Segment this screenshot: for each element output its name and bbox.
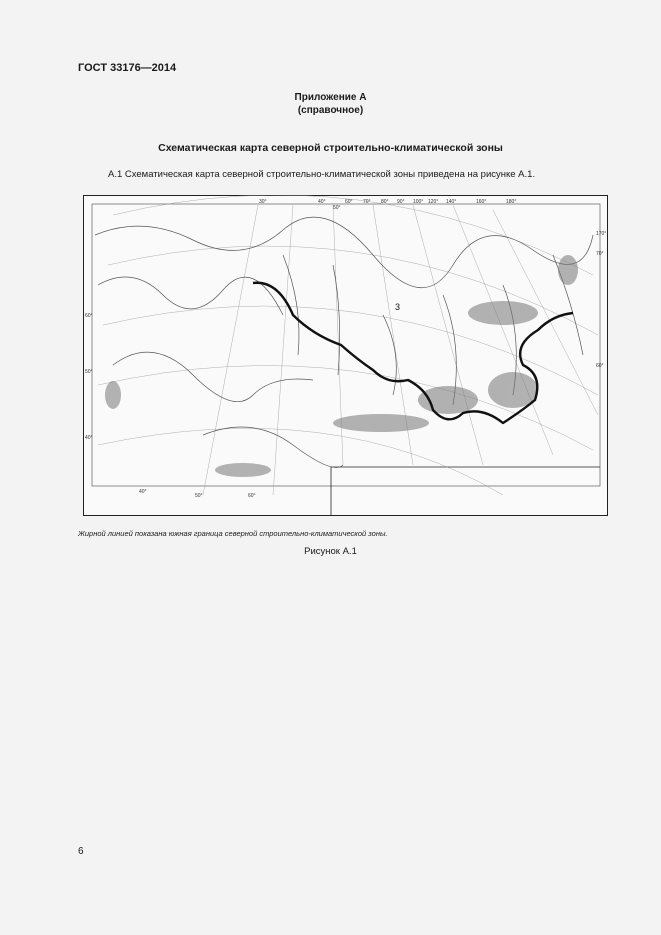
meridian-label: 120° xyxy=(428,199,439,205)
standard-number: ГОСТ 33176—2014 xyxy=(78,62,177,74)
zone-label: 3 xyxy=(395,302,401,312)
latitude-label: 50° xyxy=(85,369,93,375)
meridian-label: 30° xyxy=(259,199,267,205)
meridian-label: 140° xyxy=(446,199,457,205)
bottom-degree-label: 50° xyxy=(195,493,203,499)
meridian-label: 180° xyxy=(506,199,517,205)
meridian-label: 170° xyxy=(596,231,607,237)
meridian-label: 100° xyxy=(413,199,424,205)
latitude-label: 60° xyxy=(596,363,604,369)
meridian-label: 80° xyxy=(381,199,389,205)
meridian-label: 50° xyxy=(333,205,341,211)
figure-note: Жирной линией показана южная граница северной строительно-климатической зоны. xyxy=(78,529,388,538)
climate-zone-map xyxy=(83,195,608,516)
appendix-title: Приложение А xyxy=(294,92,367,103)
body-paragraph: А.1 Схематическая карта северной строительно-климатической зоны приведена на рисунке А.1. xyxy=(108,169,536,180)
meridian-label: 40° xyxy=(318,199,326,205)
latitude-label: 70° xyxy=(596,251,604,257)
appendix-title-block xyxy=(0,91,661,117)
bottom-degree-label: 60° xyxy=(248,493,256,499)
latitude-label: 40° xyxy=(85,435,93,441)
latitude-label: 60° xyxy=(85,313,93,319)
section-heading: Схематическая карта северной строительно-климатической зоны xyxy=(158,142,503,154)
meridian-label: 70° xyxy=(363,199,371,205)
appendix-subtitle: (справочное) xyxy=(297,105,364,116)
figure-caption: Рисунок А.1 xyxy=(304,546,357,557)
meridian-label: 60° xyxy=(345,199,353,205)
page-number: 6 xyxy=(78,846,84,857)
bottom-degree-label: 40° xyxy=(139,489,147,495)
meridian-label: 160° xyxy=(476,199,487,205)
meridian-label: 90° xyxy=(397,199,405,205)
